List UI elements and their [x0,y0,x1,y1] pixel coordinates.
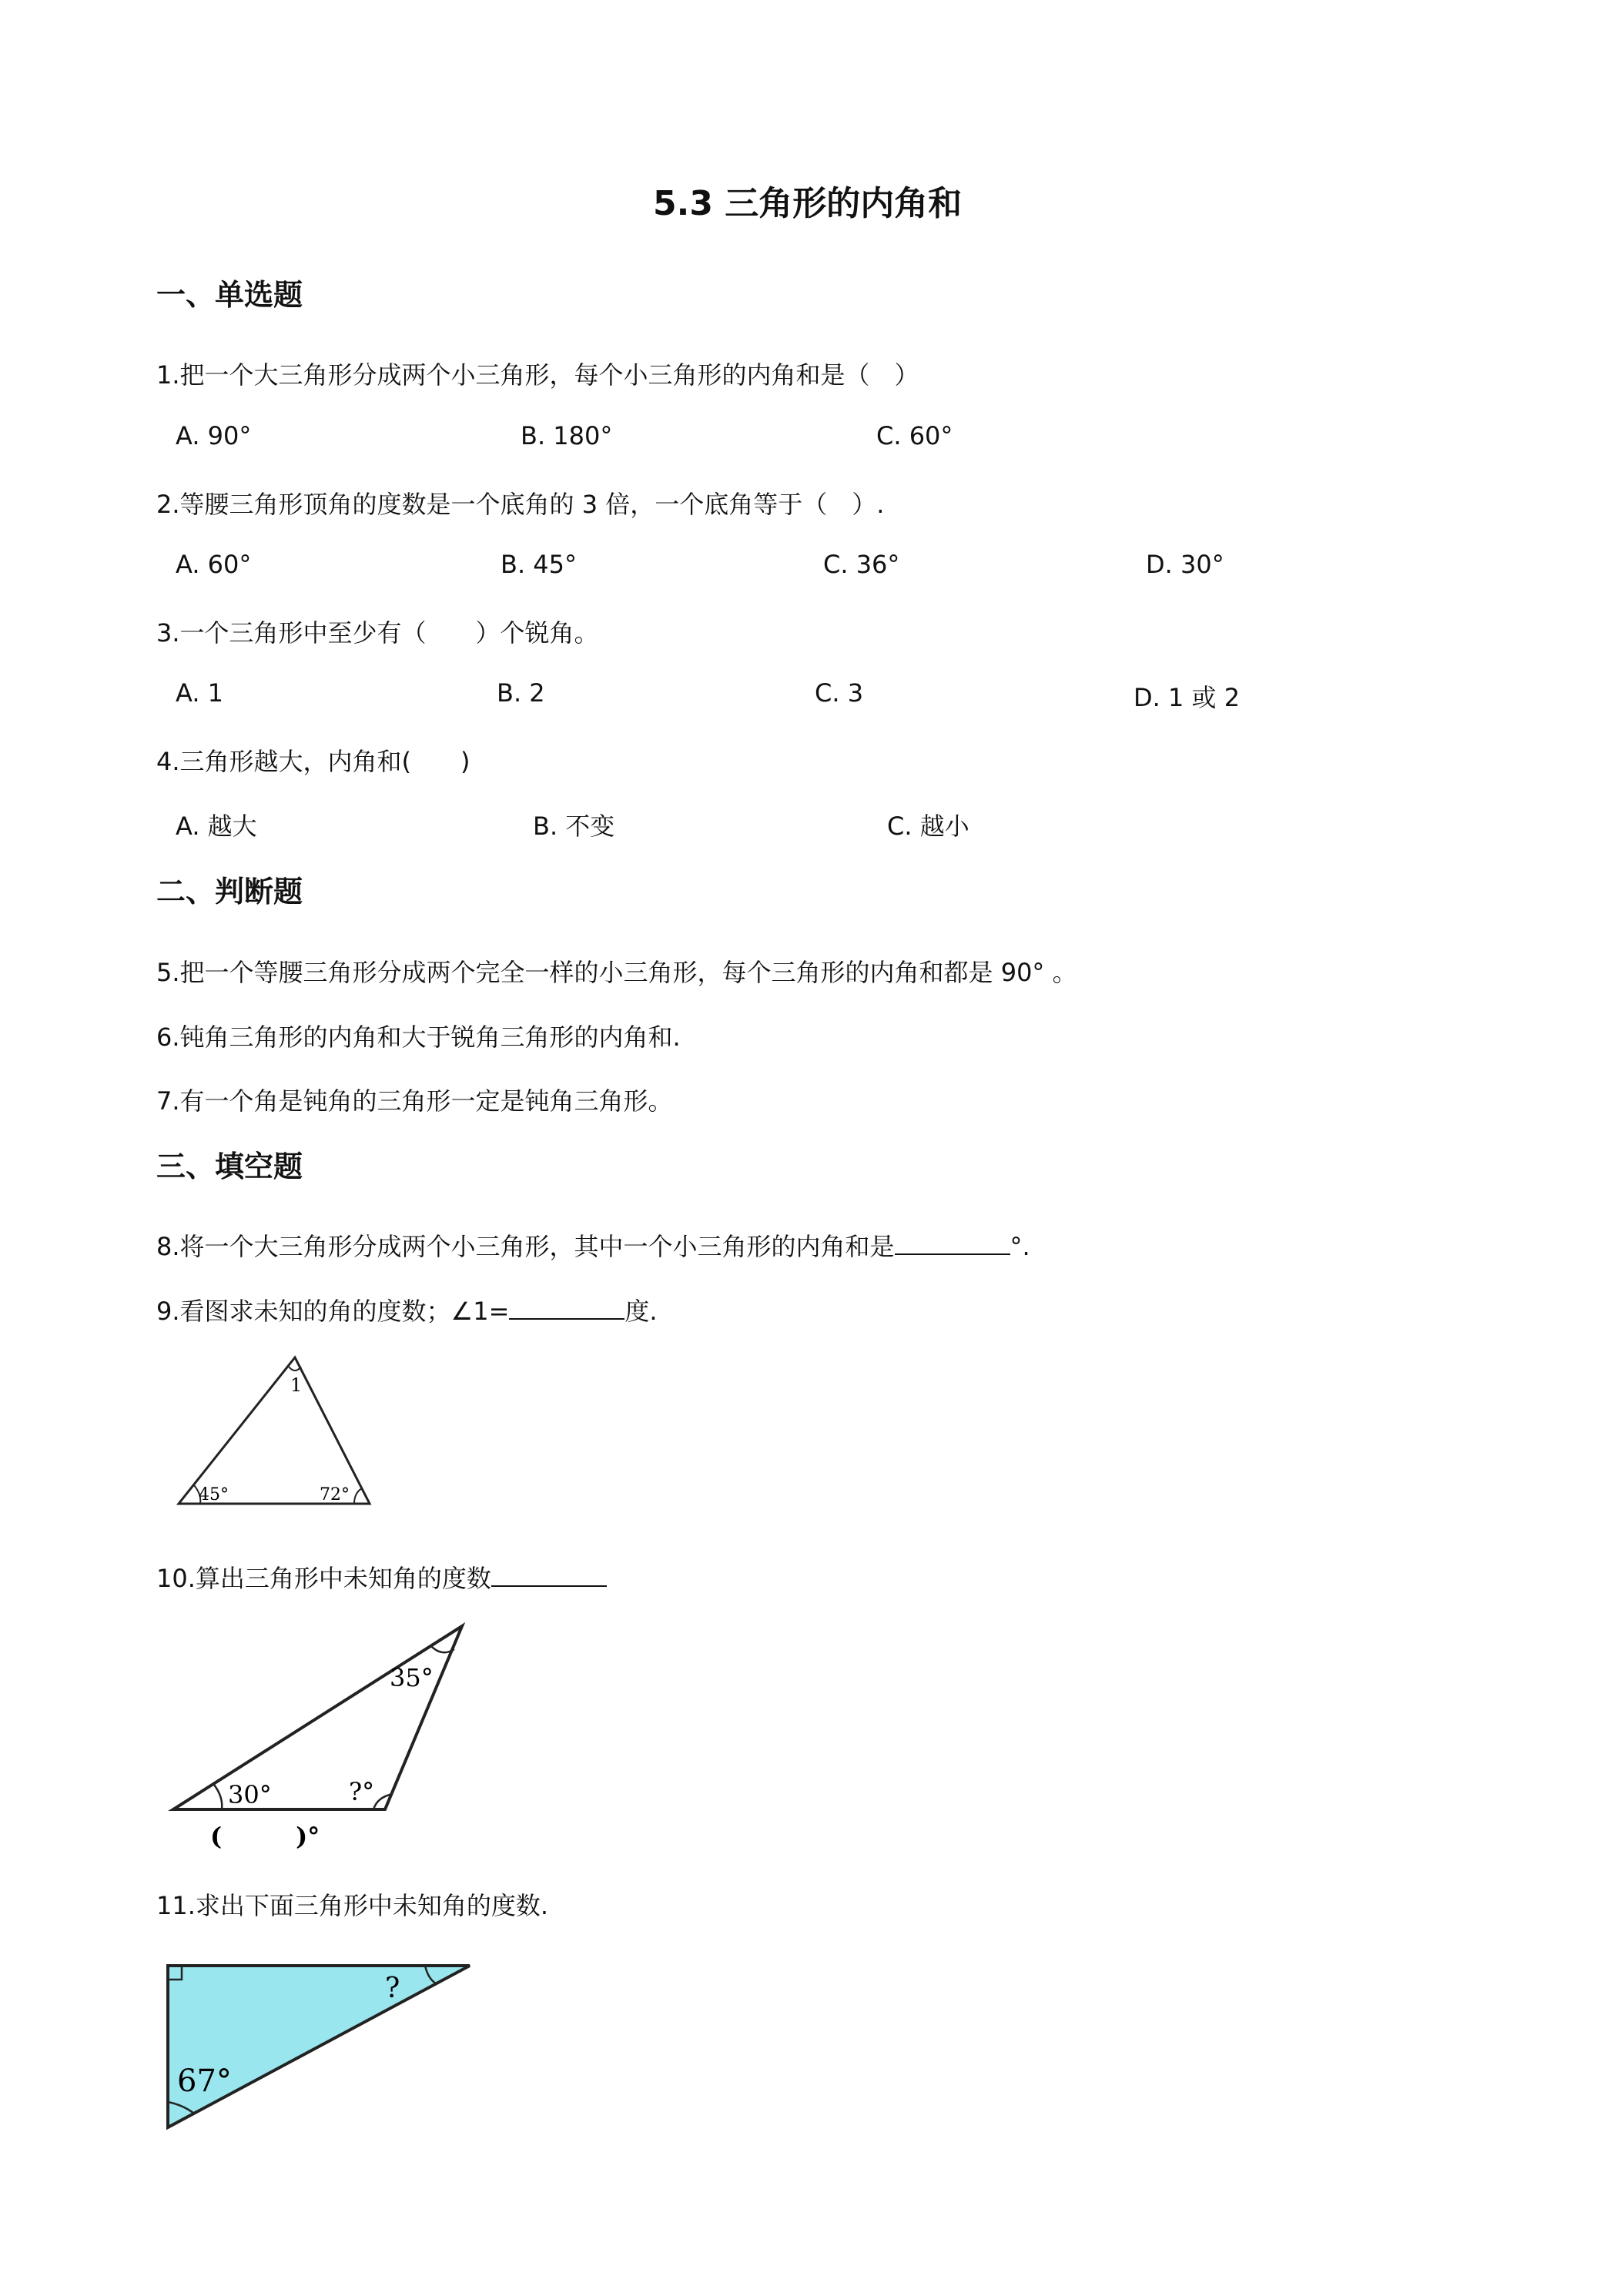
q11-angle-label: 67° [177,2063,232,2099]
q2-option-c[interactable]: C. 36° [823,550,900,579]
q9-left-angle-label: 45° [199,1485,229,1504]
q9-apex-label: 1 [290,1374,303,1396]
section-heading-fill-in: 三、填空题 [156,1150,303,1183]
q2-option-b[interactable]: B. 45° [501,550,578,579]
question-4: 4.三角形越大，内角和( ) [156,747,470,776]
q9-text: 9.看图求未知的角的度数；∠1= [156,1297,510,1326]
q8-suffix: °. [1010,1232,1030,1261]
page-title: 5.3 三角形的内角和 [653,184,963,223]
question-2: 2.等腰三角形顶角的度数是一个底角的 3 倍，一个底角等于（ ）. [156,490,885,519]
section-heading-true-false: 二、判断题 [156,875,303,909]
q8-text: 8.将一个大三角形分成两个小三角形，其中一个小三角形的内角和是 [156,1232,895,1261]
q10-left-angle-label: 30° [228,1780,272,1809]
q11-triangle [168,1966,470,2127]
figure-q10-triangle [162,1617,485,1856]
q10-right-angle-label: ?° [349,1777,375,1806]
question-8 [156,1227,1030,1263]
q8-answer-blank[interactable] [895,1232,1010,1255]
figure-q11-triangle [154,1954,485,2139]
q1-option-b[interactable]: B. 180° [521,421,613,450]
figure-q9-triangle [169,1351,385,1513]
q9-answer-blank[interactable] [509,1297,624,1320]
q3-option-d[interactable]: D. 1 或 2 [1133,683,1241,712]
q2-option-d[interactable]: D. 30° [1146,550,1224,579]
q10-text: 10.算出三角形中未知角的度数 [156,1564,491,1593]
q4-option-a[interactable]: A. 越大 [176,812,257,841]
question-7: 7.有一个角是钝角的三角形一定是钝角三角形。 [156,1086,673,1116]
q4-option-b[interactable]: B. 不变 [533,812,615,841]
question-9 [156,1292,658,1327]
q3-option-a[interactable]: A. 1 [176,678,224,708]
q9-suffix: 度. [624,1297,658,1326]
question-3: 3.一个三角形中至少有（ ）个锐角。 [156,618,599,648]
question-6: 6.钝角三角形的内角和大于锐角三角形的内角和. [156,1022,681,1052]
q1-option-a[interactable]: A. 90° [176,421,252,450]
q4-option-c[interactable]: C. 越小 [887,812,969,841]
question-11: 11.求出下面三角形中未知角的度数. [156,1891,549,1920]
q3-option-b[interactable]: B. 2 [497,678,545,708]
q10-top-angle-label: 35° [390,1663,434,1692]
q9-right-angle-label: 72° [320,1485,350,1504]
q11-unknown-label: ? [385,1973,400,2004]
question-5: 5.把一个等腰三角形分成两个完全一样的小三角形，每个三角形的内角和都是 90° 。 [156,958,1077,987]
question-1: 1.把一个大三角形分成两个小三角形，每个小三角形的内角和是（ ） [156,360,919,390]
q10-answer-hint: ( )° [210,1822,320,1851]
q10-answer-blank[interactable] [491,1564,607,1587]
q3-option-c[interactable]: C. 3 [815,678,864,708]
q1-option-c[interactable]: C. 60° [876,421,953,450]
question-10 [156,1559,607,1595]
q10-triangle [173,1626,462,1809]
q10-left-arc [214,1785,222,1809]
section-heading-single-choice: 一、单选题 [156,278,303,312]
q9-triangle [179,1357,370,1504]
q9-right-arc [354,1488,362,1504]
q2-option-a[interactable]: A. 60° [176,550,252,579]
